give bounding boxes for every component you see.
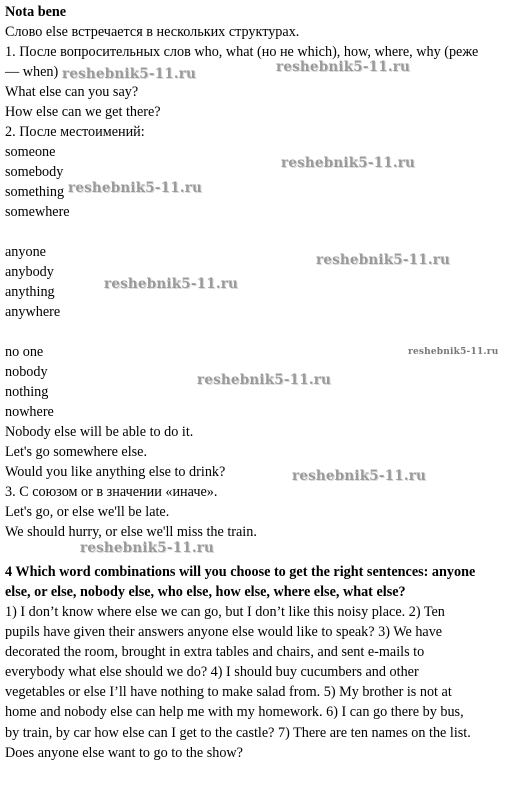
watermark: reshebnik5-11.ru xyxy=(80,540,215,556)
rule-2-text: 2. После местоимений: xyxy=(5,124,145,140)
example-line: Would you like anything else to drink? xyxy=(5,464,226,480)
task-heading-continuation: else, or else, nobody else, who else, how else, where else, what else? xyxy=(5,584,406,600)
answer-line: decorated the room, brought in extra tables and chairs, and sent e-mails to xyxy=(5,644,425,661)
pronoun-item: nothing xyxy=(5,384,49,400)
task-answer-paragraph xyxy=(5,602,515,763)
answer-line: vegetables or else I’ll have nothing to make salad from. 5) My brother is not at xyxy=(5,684,452,701)
watermark: reshebnik5-11.ru xyxy=(316,252,451,268)
pronoun-item: nowhere xyxy=(5,404,54,420)
watermark: reshebnik5-11.ru xyxy=(68,180,203,196)
rule-3-text: 3. С союзом or в значении «иначе». xyxy=(5,484,218,500)
pronoun-item: anywhere xyxy=(5,304,61,320)
watermark: reshebnik5-11.ru xyxy=(281,155,416,171)
example-line: Let's go, or else we'll be late. xyxy=(5,504,170,520)
pronoun-item: somewhere xyxy=(5,204,70,220)
example-line: We should hurry, or else we'll miss the train. xyxy=(5,524,257,540)
rule-1-text: 1. После вопросительных слов who, what (но не which), how, where, why (реже xyxy=(5,44,479,60)
watermark: reshebnik5-11.ru xyxy=(276,59,411,75)
pronoun-item: no one xyxy=(5,344,44,360)
watermark: reshebnik5-11.ru xyxy=(292,468,427,484)
watermark: reshebnik5-11.ru xyxy=(408,347,499,357)
answer-line: pupils have given their answers anyone else would like to speak? 3) We have xyxy=(5,624,443,641)
pronoun-item: anyone xyxy=(5,244,46,260)
answer-line: home and nobody else can help me with my homework. 6) I can go there by bus, xyxy=(5,704,464,721)
answer-line: 1) I don’t know where else we can go, but I don’t like this noisy place. 2) Ten xyxy=(5,604,445,620)
pronoun-item: something xyxy=(5,184,65,200)
intro-text: Слово else встречается в нескольких структурах. xyxy=(5,24,300,40)
nota-bene-title: Nota bene xyxy=(5,4,67,20)
watermark: reshebnik5-11.ru xyxy=(62,66,197,82)
answer-line: everybody what else should we do? 4) I should buy cucumbers and other xyxy=(5,664,419,681)
watermark: reshebnik5-11.ru xyxy=(104,276,239,292)
pronoun-item: somebody xyxy=(5,164,64,180)
rule-1-continuation: — when) xyxy=(5,64,59,80)
example-line: How else can we get there? xyxy=(5,104,161,120)
watermark: reshebnik5-11.ru xyxy=(197,372,332,388)
pronoun-item: someone xyxy=(5,144,56,160)
answer-line: Does anyone else want to go to the show? xyxy=(5,744,243,761)
pronoun-item: anything xyxy=(5,284,55,300)
pronoun-item: nobody xyxy=(5,364,48,380)
answer-line: by train, by car how else can I get to the castle? 7) There are ten names on the list. xyxy=(5,724,471,741)
example-line: What else can you say? xyxy=(5,84,139,100)
pronoun-item: anybody xyxy=(5,264,54,280)
example-line: Nobody else will be able to do it. xyxy=(5,424,194,440)
example-line: Let's go somewhere else. xyxy=(5,444,148,460)
task-heading: 4 Which word combinations will you choose to get the right sentences: anyone xyxy=(5,564,476,580)
